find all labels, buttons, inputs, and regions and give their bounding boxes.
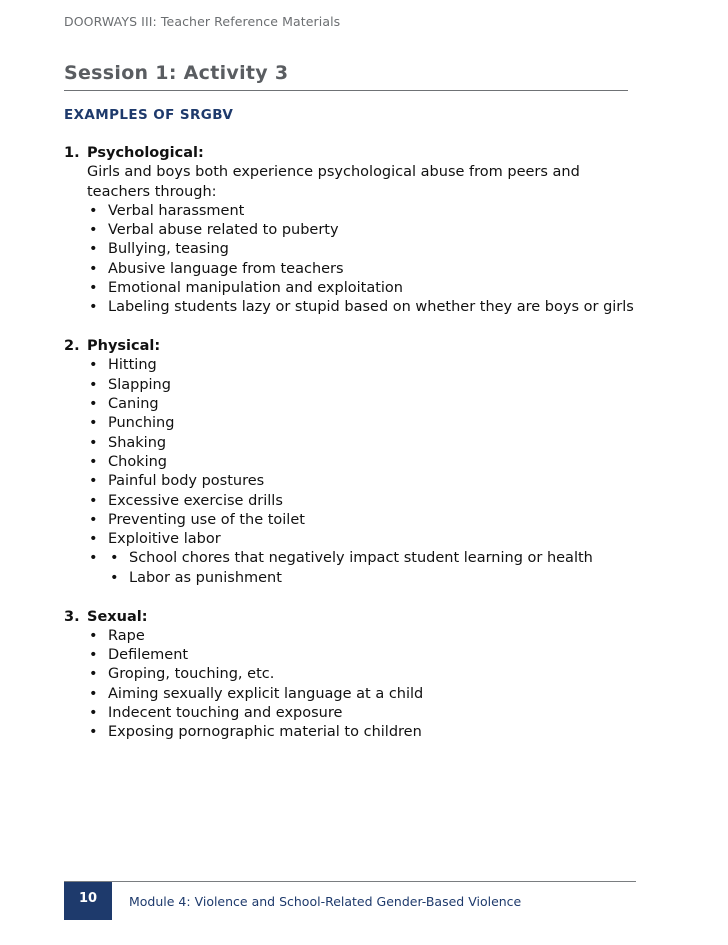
- list-item: • Painful body postures: [87, 472, 664, 491]
- nested-list-item: • Labor as punishment: [108, 569, 664, 588]
- list-item: • Defilement: [87, 646, 664, 665]
- list-item: • Indecent touching and exposure: [87, 704, 664, 723]
- list-item: • Rape: [87, 627, 664, 646]
- list-item: • Verbal harassment: [87, 202, 664, 221]
- list-item: • Exploitive labor: [87, 530, 664, 549]
- main-content: [64, 144, 664, 762]
- list-item: • Emotional manipulation and exploitation: [87, 279, 664, 298]
- nested-list-item: • • School chores that negatively impact student learning or health: [108, 549, 664, 568]
- bullet-list: [64, 356, 664, 588]
- list-item: • Bullying, teasing: [87, 240, 664, 259]
- footer-module-title: Module 4: Violence and School-Related Gender-Based Violence: [129, 894, 522, 909]
- bullet-list: [64, 202, 664, 318]
- group-physical: [64, 337, 664, 588]
- list-item: • Shaking: [87, 434, 664, 453]
- list-item: • Abusive language from teachers: [87, 260, 664, 279]
- group-title: [64, 337, 664, 356]
- group-number: 2.: [64, 338, 80, 355]
- page-title: Session 1: Activity 3: [64, 62, 289, 84]
- list-item: • Aiming sexually explicit language at a child: [87, 685, 664, 704]
- group-number: 3.: [64, 608, 80, 625]
- running-header: DOORWAYS III: Teacher Reference Materials: [64, 14, 341, 29]
- list-item: • Preventing use of the toilet: [87, 511, 664, 530]
- group-title: [64, 144, 664, 163]
- list-item: • Caning: [87, 395, 664, 414]
- footer-divider: [64, 881, 636, 882]
- group-title: [64, 608, 664, 627]
- group-label: Sexual:: [87, 608, 148, 625]
- group-number: 1.: [64, 145, 80, 161]
- page-number: 10: [78, 891, 98, 906]
- group-label: Psychological:: [87, 145, 204, 161]
- nested-list-container: [87, 549, 664, 588]
- list-item: • Groping, touching, etc.: [87, 665, 664, 684]
- group-sexual: [64, 608, 664, 743]
- list-item: • Labeling students lazy or stupid based on whether they are boys or girls: [87, 298, 664, 317]
- group-label: Physical:: [87, 338, 161, 355]
- list-item: • Exposing pornographic material to children: [87, 723, 664, 742]
- list-item: • Verbal abuse related to puberty: [87, 221, 664, 240]
- title-divider: [64, 90, 628, 91]
- bullet-list: [64, 627, 664, 743]
- list-item: • Hitting: [87, 356, 664, 375]
- list-item: • Choking: [87, 453, 664, 472]
- list-item: • Punching: [87, 414, 664, 433]
- group-intro-line: teachers through:: [87, 183, 217, 200]
- group-psychological: [64, 144, 664, 318]
- list-item: • Slapping: [87, 376, 664, 395]
- group-intro-line: Girls and boys both experience psychological abuse from peers and: [87, 164, 580, 181]
- nested-bullet-list: [108, 549, 664, 588]
- list-item: • Excessive exercise drills: [87, 492, 664, 511]
- section-heading: EXAMPLES OF SRGBV: [64, 107, 234, 123]
